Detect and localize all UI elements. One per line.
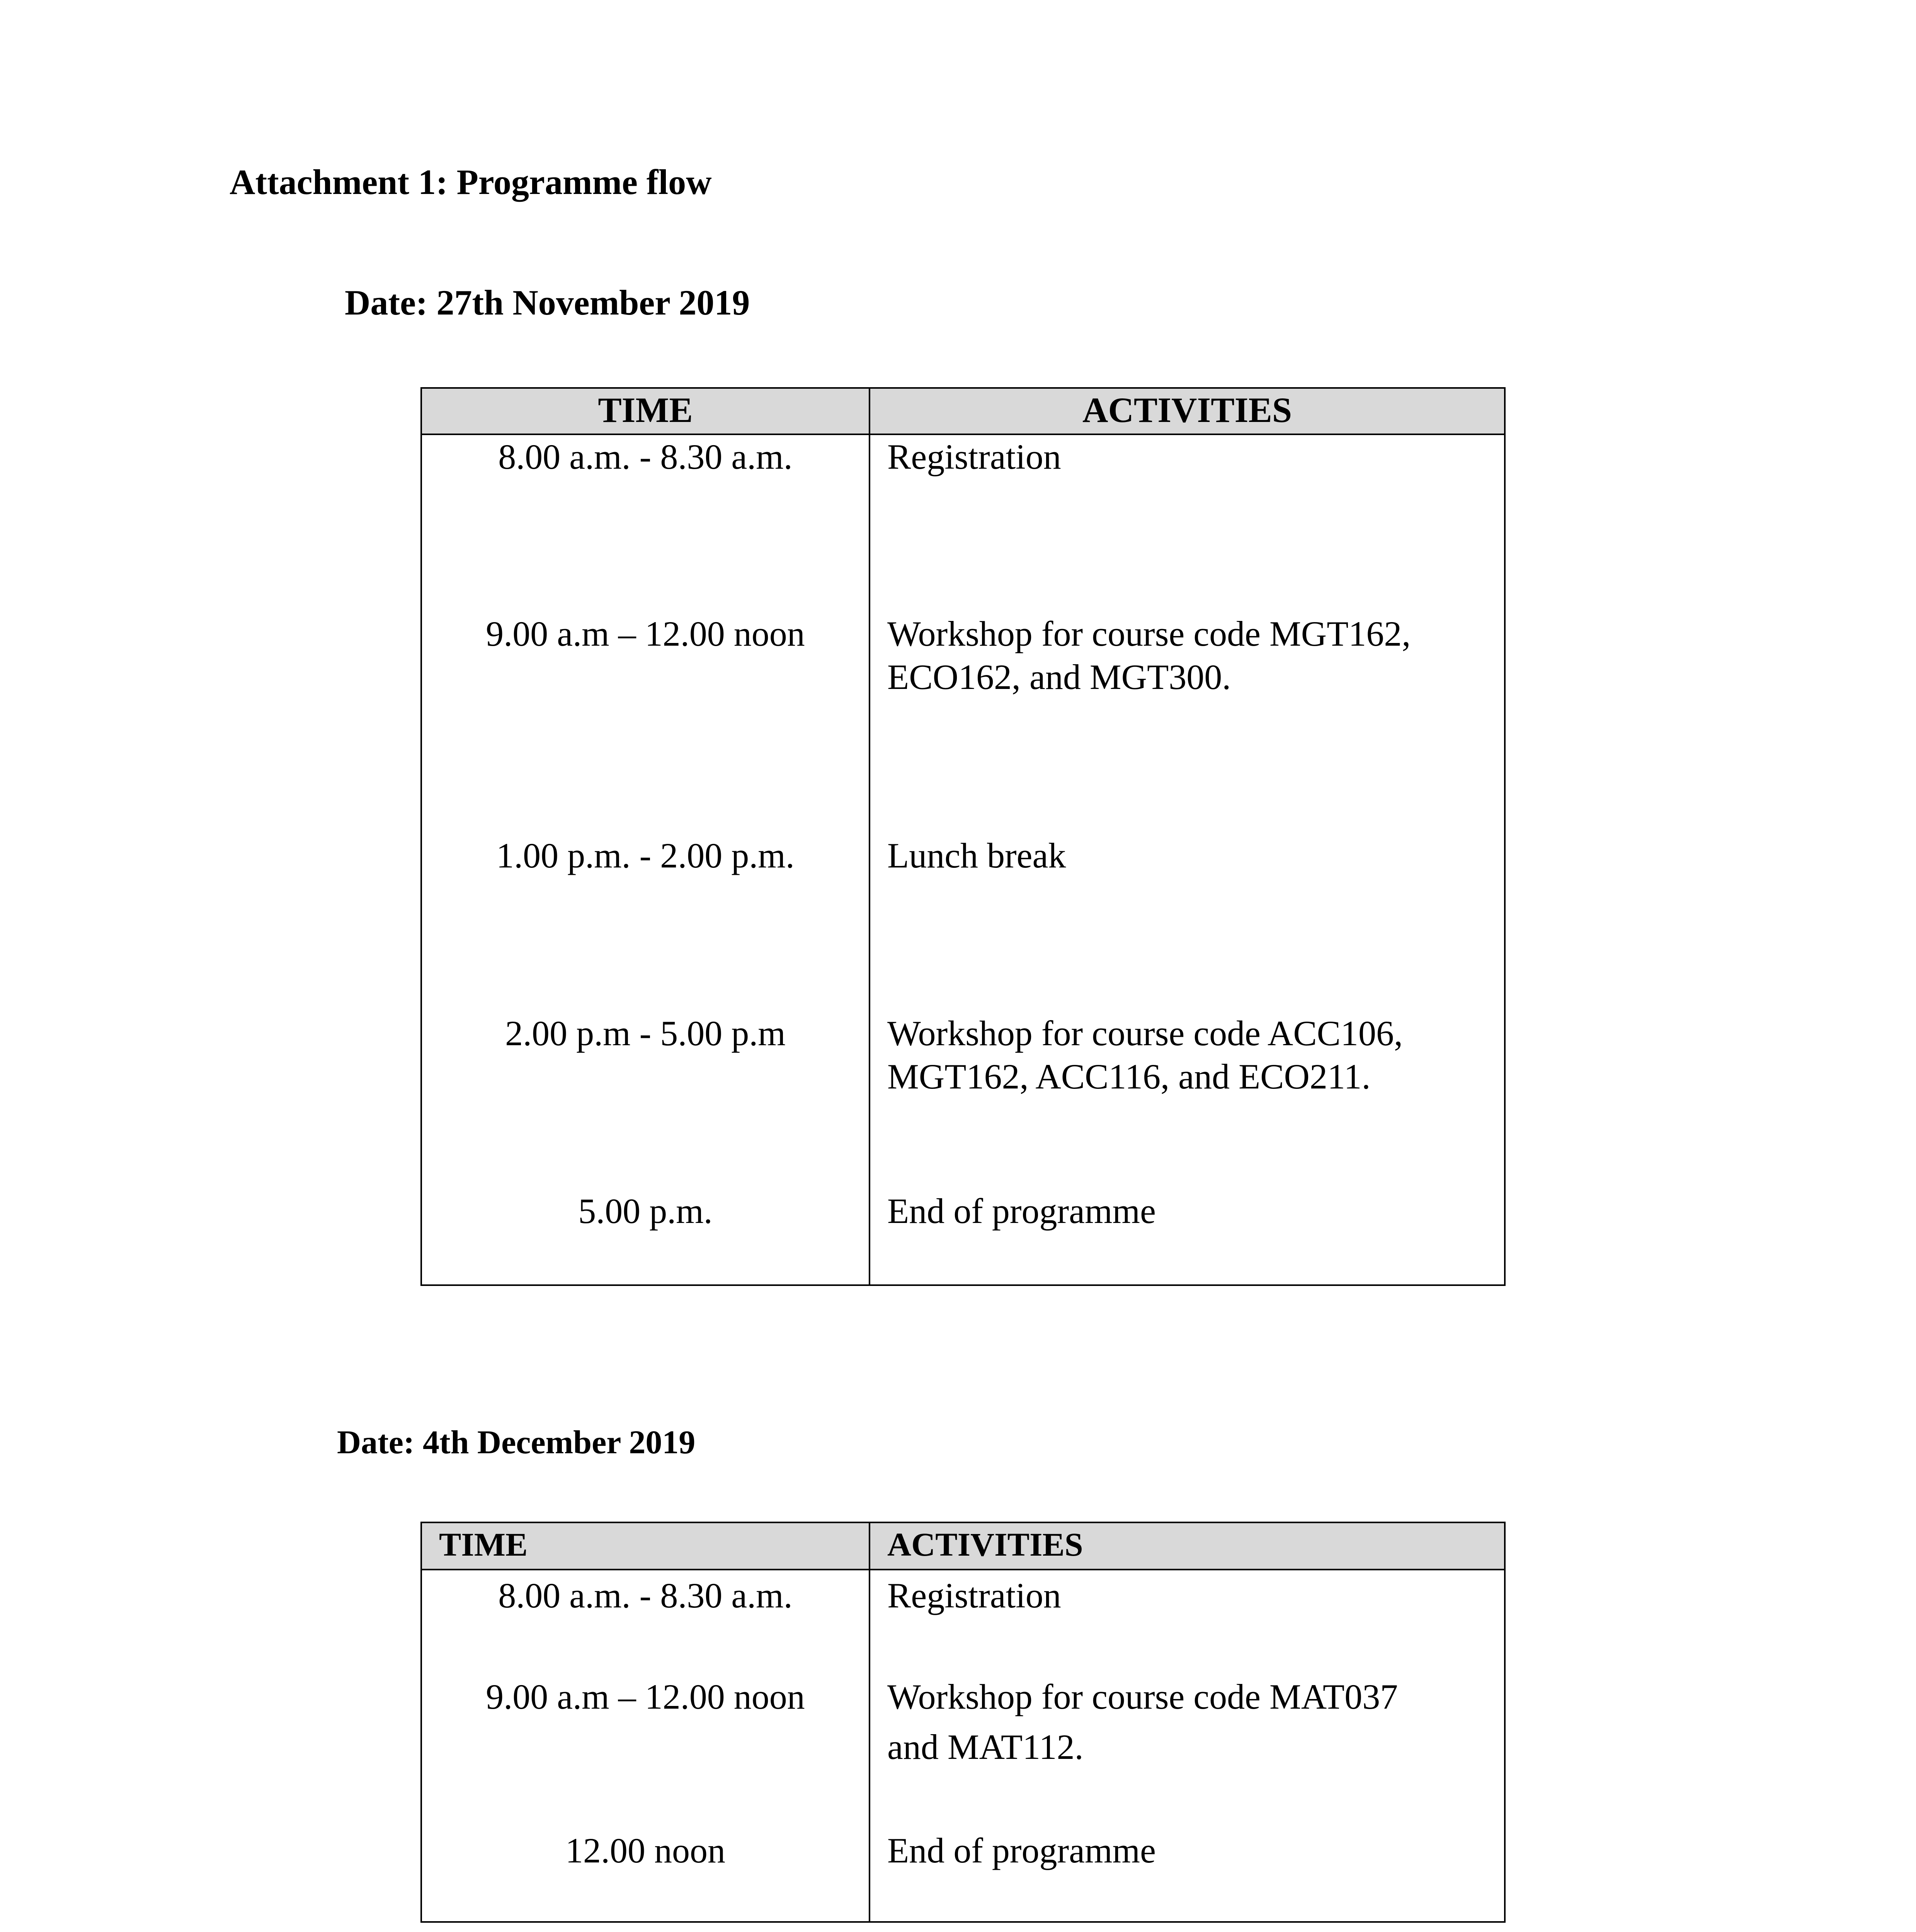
schedule-2-date: Date: 4th December 2019 <box>337 1423 696 1461</box>
time-cell: 2.00 p.m - 5.00 p.m <box>421 1012 870 1189</box>
activity-line: ECO162, and MGT300. <box>887 657 1231 697</box>
activity-cell <box>870 1570 1505 1672</box>
time-cell: 8.00 a.m. - 8.30 a.m. <box>421 1570 870 1672</box>
activities-header: ACTIVITIES <box>870 1522 1505 1570</box>
table-row <box>421 834 1505 1012</box>
table-row <box>421 1672 1505 1825</box>
time-cell: 9.00 a.m – 12.00 noon <box>421 1672 870 1825</box>
activity-cell <box>870 612 1505 834</box>
table-row <box>421 434 1505 612</box>
table-row <box>421 612 1505 834</box>
attachment-title: Attachment 1: Programme flow <box>230 162 712 202</box>
table-row <box>421 1012 1505 1189</box>
table-row <box>421 1189 1505 1285</box>
schedule-2-table <box>420 1522 1506 1923</box>
table-row <box>421 1570 1505 1672</box>
table-row <box>421 1825 1505 1922</box>
activity-line: MGT162, ACC116, and ECO211. <box>887 1057 1371 1096</box>
activity-cell <box>870 834 1505 1012</box>
time-cell: 8.00 a.m. - 8.30 a.m. <box>421 434 870 612</box>
schedule-1-table <box>420 387 1506 1286</box>
time-cell: 5.00 p.m. <box>421 1189 870 1285</box>
activity-line: End of programme <box>887 1831 1156 1870</box>
activity-line: Lunch break <box>887 836 1066 875</box>
table-header-row <box>421 388 1505 434</box>
activity-line: Workshop for course code ACC106, <box>887 1014 1403 1053</box>
activity-line: Workshop for course code MAT037 <box>887 1677 1398 1716</box>
activity-cell <box>870 1012 1505 1189</box>
activity-line: and MAT112. <box>887 1727 1084 1767</box>
activity-line: Registration <box>887 1576 1061 1615</box>
time-cell: 9.00 a.m – 12.00 noon <box>421 612 870 834</box>
activity-cell <box>870 1825 1505 1922</box>
table-header-row <box>421 1522 1505 1570</box>
activity-line: Registration <box>887 437 1061 476</box>
activity-cell <box>870 1189 1505 1285</box>
activity-line: End of programme <box>887 1191 1156 1231</box>
activities-header: ACTIVITIES <box>870 388 1505 434</box>
activity-line: Workshop for course code MGT162, <box>887 614 1411 653</box>
time-header: TIME <box>421 388 870 434</box>
time-cell: 12.00 noon <box>421 1825 870 1922</box>
time-cell: 1.00 p.m. - 2.00 p.m. <box>421 834 870 1012</box>
time-header: TIME <box>421 1522 870 1570</box>
schedule-1-date: Date: 27th November 2019 <box>345 283 750 322</box>
activity-cell <box>870 1672 1505 1825</box>
activity-cell <box>870 434 1505 612</box>
